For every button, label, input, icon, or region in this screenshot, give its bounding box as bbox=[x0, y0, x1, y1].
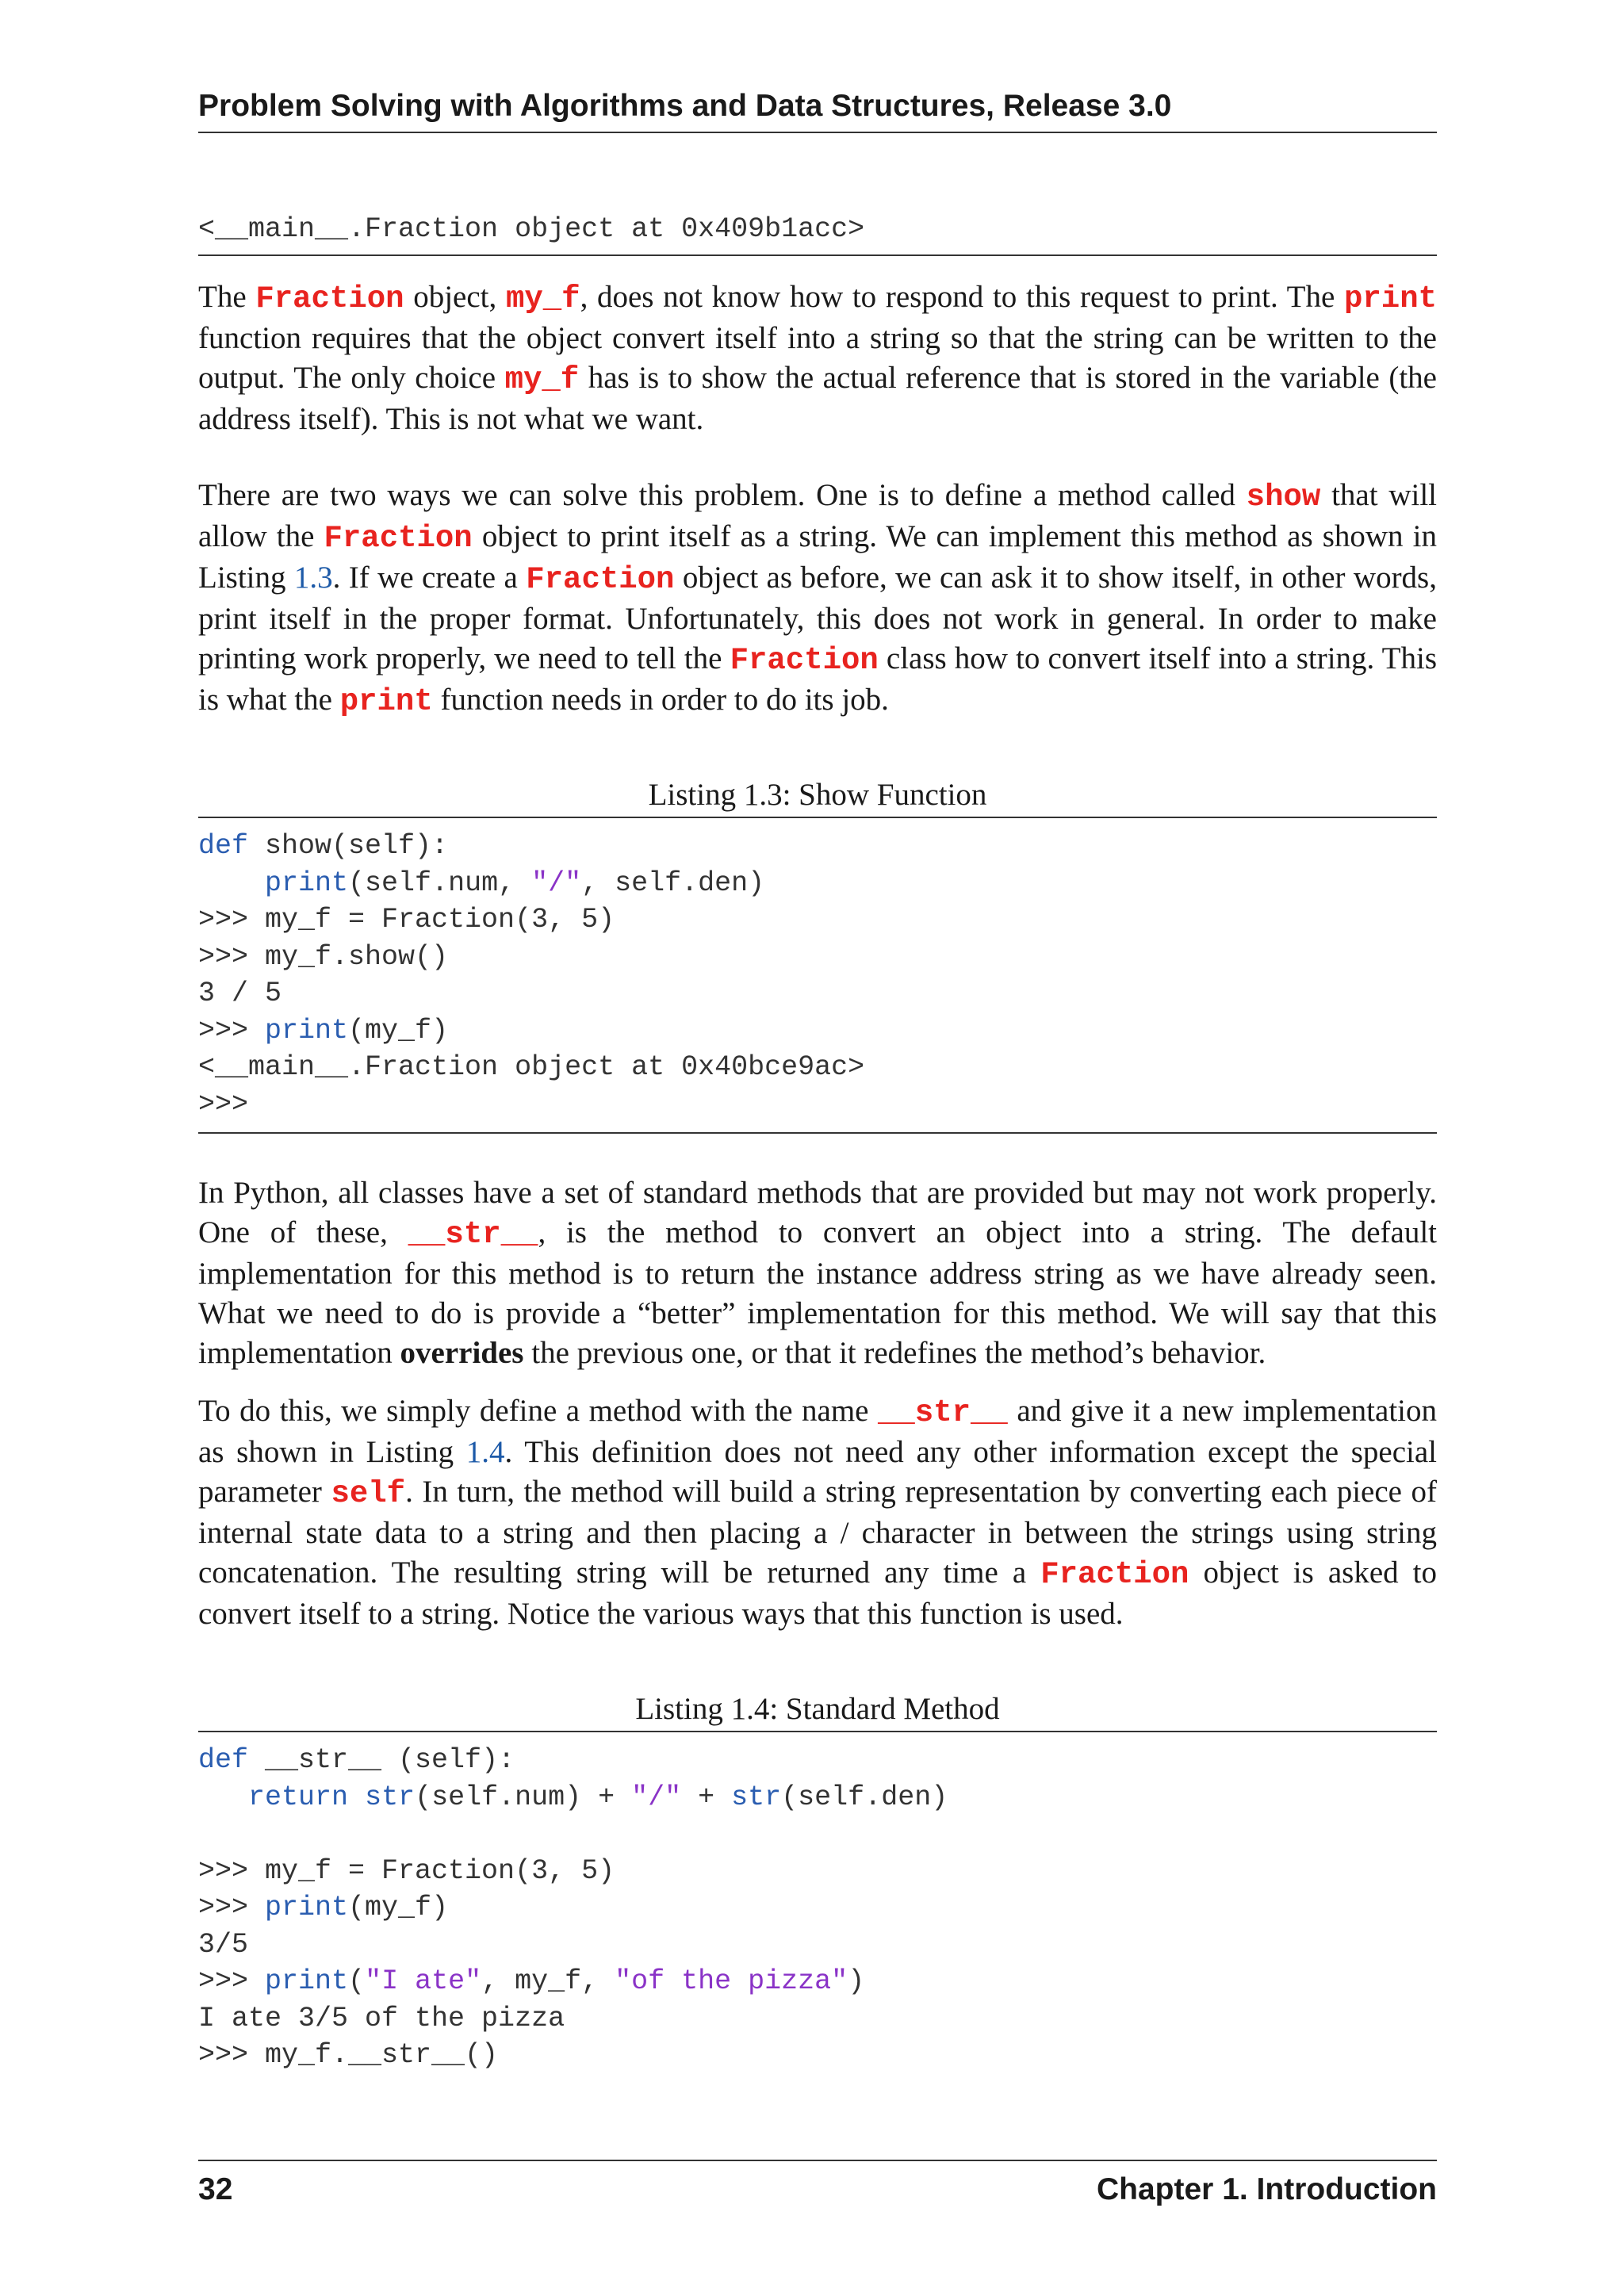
inline-code: __str__ bbox=[408, 1217, 538, 1252]
code-line: >>> my_f = Fraction(3, 5) bbox=[198, 1854, 615, 1887]
inline-code: my_f bbox=[504, 362, 580, 397]
code-line: print(self.num, "/", self.den) bbox=[265, 867, 765, 899]
listing-reference-link[interactable]: 1.4 bbox=[465, 1435, 505, 1469]
inline-code: __str__ bbox=[878, 1395, 1008, 1430]
code-line: <__main__.Fraction object at 0x40bce9ac> bbox=[198, 1051, 865, 1083]
code-line: >>> print(my_f) bbox=[198, 1892, 449, 1923]
inline-code: Fraction bbox=[526, 562, 675, 597]
code-line: >>> print(my_f) bbox=[198, 1014, 449, 1047]
listing-2-code bbox=[198, 1735, 1437, 2084]
code-line: def __str__ (self): bbox=[198, 1744, 515, 1776]
page-footer bbox=[198, 2160, 1437, 2207]
page-number: 32 bbox=[198, 2172, 233, 2206]
output-line: <__main__.Fraction object at 0x409b1acc> bbox=[198, 213, 865, 245]
code-line: >>> my_f.show() bbox=[198, 940, 449, 973]
code-line: def show(self): bbox=[198, 830, 449, 862]
paragraph-1: The Fraction object, my_f, does not know how to respond to this request to print. The print function requires that the object convert itself into a string so that the string can be written to the output. The only choice my_f has is to show the actual reference that is stored in the variable (the address itself). This is not what we want. bbox=[198, 280, 1438, 436]
inline-code: show bbox=[1246, 480, 1321, 515]
code-line: >>> print("I ate", my_f, "of the pizza") bbox=[198, 1965, 865, 1997]
code-line: 3/5 bbox=[198, 1928, 249, 1961]
output-block bbox=[198, 203, 1437, 256]
listing-1-caption: Listing 1.3: Show Function bbox=[198, 777, 1437, 818]
inline-code: print bbox=[339, 684, 433, 719]
paragraph-4: To do this, we simply define a method with the name __str__ and give it a new implementation as shown in Listing 1.4. This definition does not need any other information except the special parameter self. In turn, the method will build a string representation by converting each piece of internal state data to a string and then placing a / character in between the strings using string concatenation. The resulting string will be returned any time a Fraction object is asked to convert itself to a string. Notice the various ways that this function is used. bbox=[198, 1394, 1437, 1631]
bold-term: overrides bbox=[400, 1336, 524, 1370]
code-line: return str(self.num) + "/" + str(self.den) bbox=[248, 1781, 948, 1813]
inline-code: my_f bbox=[505, 281, 580, 316]
inline-code: Fraction bbox=[730, 643, 879, 678]
inline-code: Fraction bbox=[324, 521, 473, 556]
code-line: 3 / 5 bbox=[198, 978, 282, 1009]
inline-code: Fraction bbox=[1040, 1557, 1189, 1592]
page bbox=[198, 0, 1437, 2296]
listing-reference-link[interactable]: 1.3 bbox=[293, 561, 333, 595]
listing-2-caption: Listing 1.4: Standard Method bbox=[198, 1691, 1437, 1732]
code-line: I ate 3/5 of the pizza bbox=[198, 2002, 565, 2034]
inline-code: Fraction bbox=[255, 281, 404, 316]
code-line: >>> bbox=[198, 1088, 249, 1120]
paragraph-2: There are two ways we can solve this problem. One is to define a method called show that will allow the Fraction object to print itself as a string. We can implement this method as shown in Listing 1.3. If we create a Fraction object as before, we can ask it to show itself, in other words, print itself in the proper format. Unfortunately, this does not work in general. In order to make printing work properly, we need to tell the Fraction class how to convert itself into a string. This is what the print function needs in order to do its job. bbox=[198, 478, 1437, 719]
code-line: >>> my_f = Fraction(3, 5) bbox=[198, 904, 615, 936]
running-header: Problem Solving with Algorithms and Data Structures, Release 3.0 bbox=[198, 89, 1437, 133]
inline-code: print bbox=[1343, 281, 1438, 316]
code-line: >>> my_f.__str__() bbox=[198, 2039, 499, 2071]
listing-1-code bbox=[198, 821, 1437, 1134]
paragraph-3: In Python, all classes have a set of standard methods that are provided but may not work properly. One of these, __str__, is the method to convert an object into a string. The default implementation for this method is to return the instance address string as we have already seen. What we need to do is provide a “better” implementation for this method. We will say that this implementation overrides the previous one, or that it redefines the method’s behavior. bbox=[198, 1176, 1437, 1370]
chapter-title: Chapter 1. Introduction bbox=[1097, 2172, 1437, 2206]
inline-code: self bbox=[331, 1476, 406, 1511]
code-line-blank bbox=[198, 1816, 1437, 1853]
